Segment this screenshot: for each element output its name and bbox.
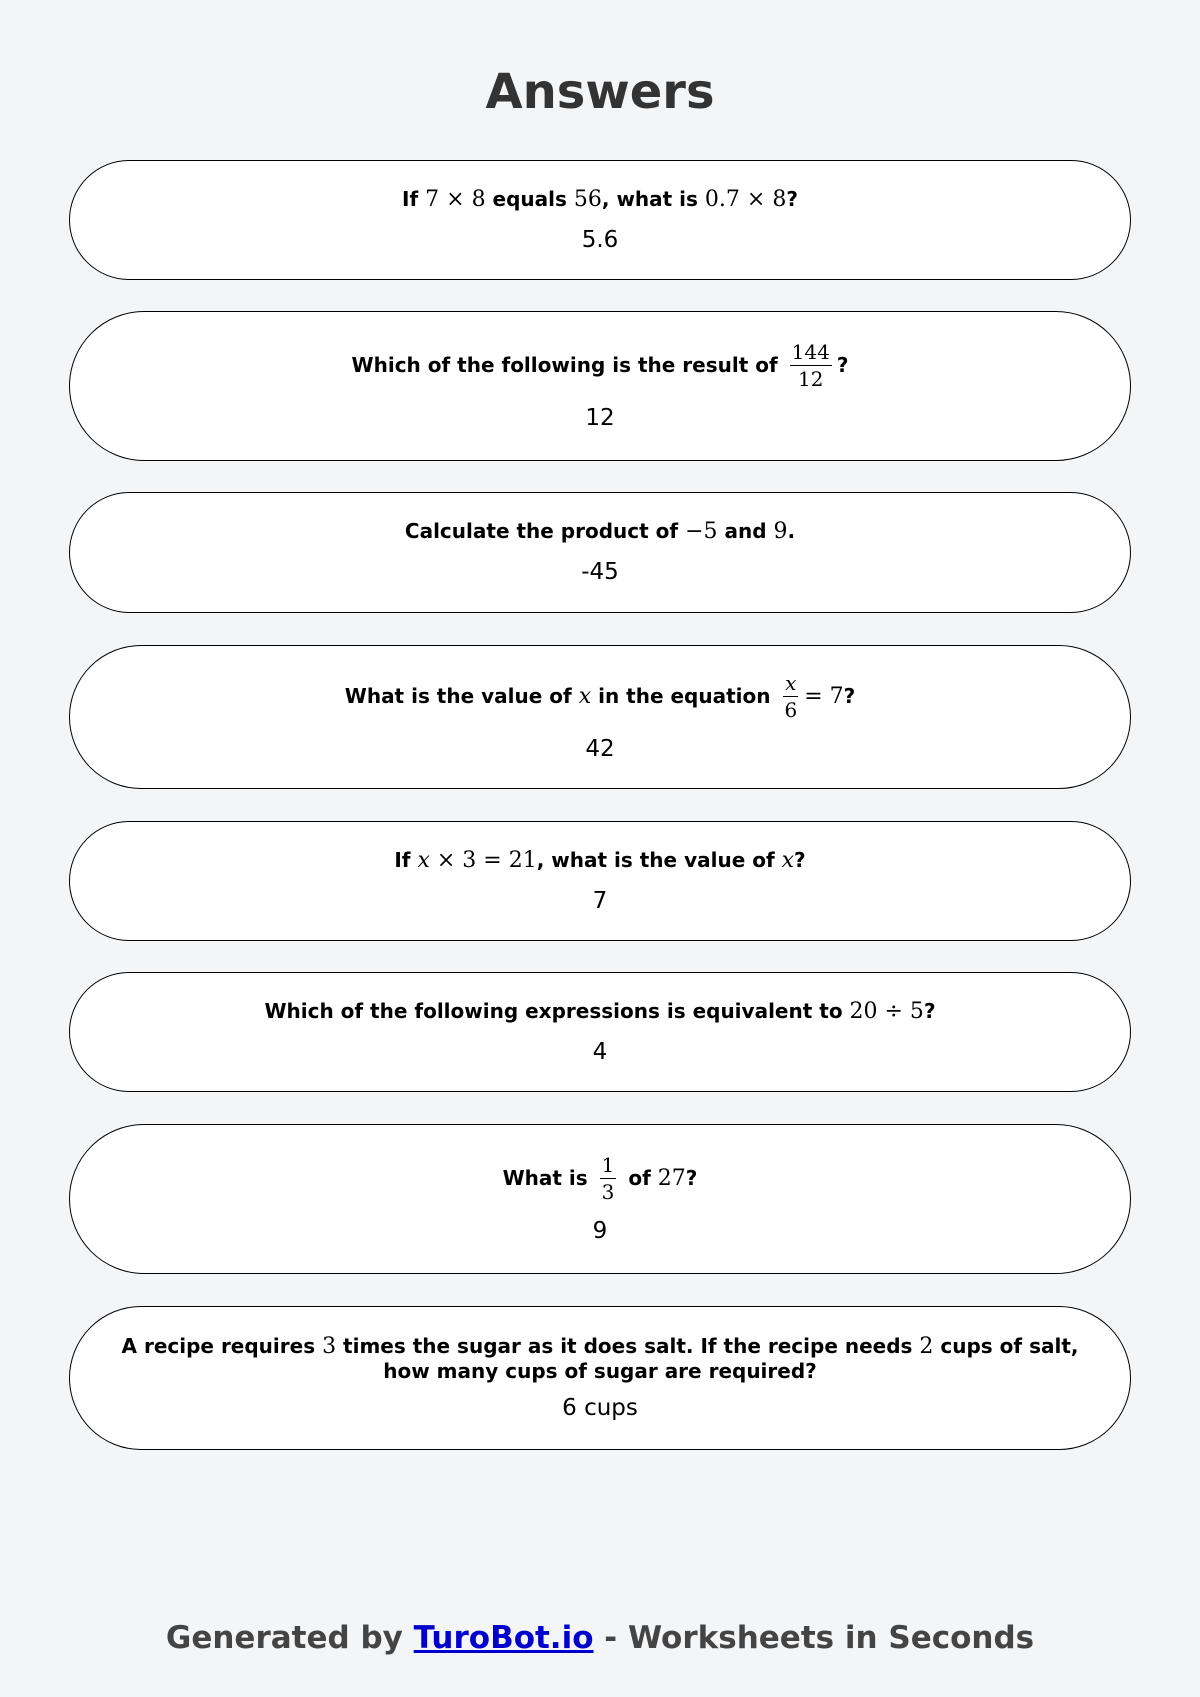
fraction <box>790 341 832 390</box>
math-expression: 56 <box>573 186 602 212</box>
question-text <box>244 999 955 1024</box>
math-expression: 0.7 × 8 <box>704 186 787 212</box>
answer-card-2 <box>69 311 1131 461</box>
math-variable: x <box>781 847 795 873</box>
answer-text: 6 cups <box>562 1395 638 1421</box>
math-expression: −5 <box>685 519 718 544</box>
fraction-numerator: 1 <box>601 1152 615 1177</box>
math-variable: x <box>417 847 430 873</box>
answer-text: 12 <box>585 404 615 431</box>
question-text <box>332 341 869 390</box>
math-expression: 2 <box>919 1334 934 1359</box>
question-text-part: cups of salt, <box>933 1334 1079 1358</box>
question-text-part: in the equation <box>591 683 778 708</box>
answer-text: 5.6 <box>581 226 619 253</box>
question-text-part: If <box>394 847 418 872</box>
question-text-part: times the sugar as it does salt. If the recipe needs <box>336 1334 920 1358</box>
question-text-part: . <box>787 519 796 543</box>
question-text-part: , what is <box>601 186 705 211</box>
math-expression: 7 × 8 <box>425 186 486 212</box>
fraction <box>600 1154 617 1203</box>
fraction-denominator: 6 <box>784 697 798 722</box>
question-text-part: ? <box>836 352 849 377</box>
question-text-part: What is <box>502 1165 595 1190</box>
fraction <box>782 672 799 721</box>
answer-card-4 <box>69 645 1131 789</box>
question-text <box>385 519 815 544</box>
math-expression: = 7 <box>804 683 844 709</box>
answer-card-8 <box>69 1306 1131 1450</box>
question-text-part: ? <box>923 998 936 1023</box>
question-text <box>483 1154 718 1203</box>
answer-card-6 <box>69 972 1131 1092</box>
question-text-part: ? <box>685 1165 698 1190</box>
question-text <box>325 672 875 721</box>
answer-text: 42 <box>585 735 615 762</box>
question-text-part: ? <box>794 847 806 872</box>
footer-prefix: Generated by <box>165 1620 414 1656</box>
question-text-part: What is the value of <box>344 683 579 708</box>
question-text-part: ? <box>843 683 856 708</box>
question-text-part: Which of the following is the result of <box>351 352 785 377</box>
question-text-part: ? <box>786 186 798 211</box>
math-expression: × 3 = 21 <box>429 847 537 873</box>
question-text <box>374 848 825 873</box>
math-expression: 20 ÷ 5 <box>849 998 924 1024</box>
answer-text: -45 <box>581 559 619 585</box>
turobot-link[interactable]: TuroBot.io <box>413 1620 594 1656</box>
answer-card-7 <box>69 1124 1131 1274</box>
fraction-numerator: x <box>785 670 797 695</box>
footer-suffix: - Worksheets in Seconds <box>593 1620 1035 1656</box>
math-expression: 27 <box>657 1165 686 1191</box>
question-text-part: and <box>717 519 774 543</box>
answer-text: 7 <box>592 887 608 914</box>
answer-card-3 <box>69 492 1131 613</box>
fraction-denominator: 3 <box>601 1179 615 1204</box>
question-line: how many cups of sugar are required? <box>383 1359 817 1383</box>
question-text-part: Which of the following expressions is equivalent to <box>264 998 850 1023</box>
footer <box>0 1620 1200 1656</box>
question-text-part: Calculate the product of <box>404 519 686 543</box>
question-text <box>382 187 818 212</box>
question-line <box>122 1334 1079 1359</box>
answer-text: 4 <box>592 1038 608 1065</box>
question-text-part: of <box>621 1165 658 1190</box>
question-text <box>102 1334 1099 1384</box>
answer-text: 9 <box>592 1217 608 1244</box>
fraction-denominator: 12 <box>798 366 824 391</box>
question-text-part: equals <box>485 186 574 211</box>
answer-card-5 <box>69 821 1131 941</box>
fraction-numerator: 144 <box>791 339 830 364</box>
answer-card-1 <box>69 160 1131 280</box>
question-text-part: If <box>402 186 426 211</box>
math-expression: 9 <box>773 519 788 544</box>
question-text-part: , what is the value of <box>536 847 782 872</box>
page-title: Answers <box>485 64 715 120</box>
question-text-part: A recipe requires <box>121 1334 323 1358</box>
math-expression: 3 <box>322 1334 337 1359</box>
math-variable: x <box>578 683 592 709</box>
